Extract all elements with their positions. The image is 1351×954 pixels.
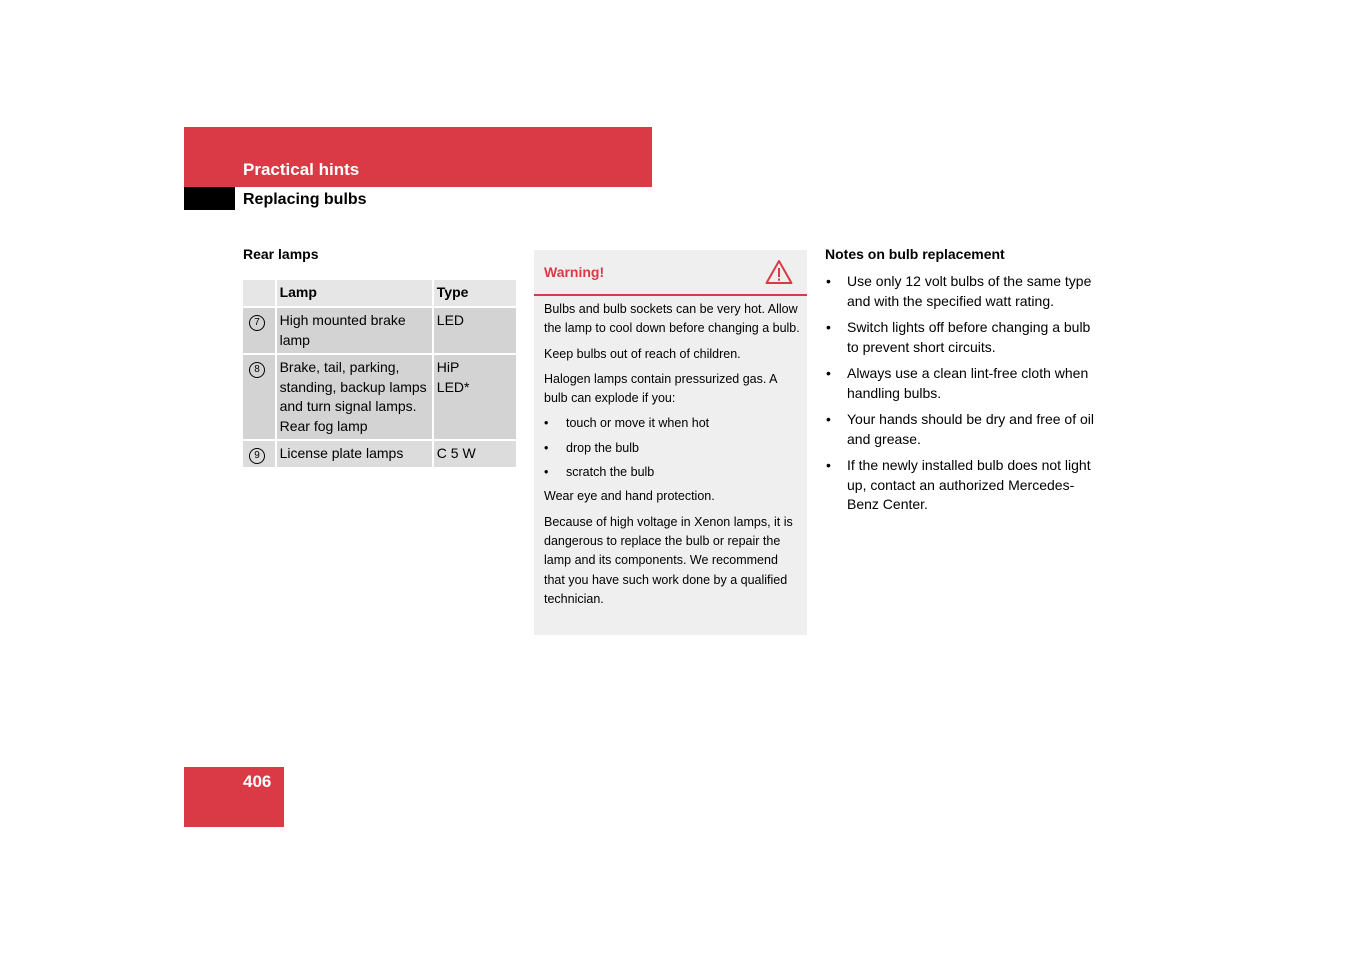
rear-lamps-table bbox=[243, 280, 516, 469]
list-item: • Your hands should be dry and free of oil and grease. bbox=[825, 410, 1100, 449]
lamp-cell: High mounted brake lamp bbox=[276, 307, 433, 354]
row-number-badge: 7 bbox=[249, 315, 265, 331]
list-item: • Switch lights off before changing a bulb to prevent short circuits. bbox=[825, 318, 1100, 357]
warning-paragraph: Keep bulbs out of reach of children. bbox=[544, 346, 741, 361]
warning-bullet: • scratch the bulb bbox=[544, 463, 800, 482]
section-title: Practical hints bbox=[243, 160, 360, 179]
warning-body bbox=[544, 300, 800, 615]
list-item: • If the newly installed bulb does not light up, contact an authorized Mercedes-Benz Center. bbox=[825, 456, 1100, 515]
section-marker bbox=[184, 187, 235, 210]
warning-triangle-icon bbox=[765, 259, 793, 285]
warning-title: Warning! bbox=[544, 264, 605, 280]
lamp-cell: License plate lamps bbox=[276, 440, 433, 468]
warning-paragraph: Bulbs and bulb sockets can be very hot. Allow the lamp to cool down before changing a bulb. bbox=[544, 302, 800, 336]
table-row bbox=[243, 354, 516, 440]
table-header-row bbox=[243, 280, 516, 307]
list-item: • Use only 12 volt bulbs of the same type and with the specified watt rating. bbox=[825, 272, 1100, 311]
type-cell: LED bbox=[433, 307, 516, 354]
type-cell bbox=[433, 354, 516, 440]
table-row bbox=[243, 307, 516, 354]
rear-lamps-heading: Rear lamps bbox=[243, 246, 319, 262]
warning-bullet: • drop the bulb bbox=[544, 439, 800, 458]
table-row bbox=[243, 440, 516, 468]
warning-bullet: • touch or move it when hot bbox=[544, 414, 800, 433]
lamp-cell: Brake, tail, parking, standing, backup lamps and turn signal lamps. Rear fog lamp bbox=[276, 354, 433, 440]
type-line: LED* bbox=[436, 378, 470, 395]
warning-paragraph: Halogen lamps contain pressurized gas. A bulb can explode if you: bbox=[544, 371, 777, 406]
warning-header bbox=[534, 250, 807, 296]
warning-paragraph: Because of high voltage in Xenon lamps, it is dangerous to replace the bulb or repair the lamp and its components. We recommend that you have such work done by a qualified technician. bbox=[544, 514, 793, 606]
table-header-num bbox=[243, 280, 276, 307]
warning-box bbox=[534, 250, 807, 635]
type-line: HiP bbox=[436, 359, 460, 375]
warning-paragraph: Wear eye and hand protection. bbox=[544, 489, 715, 504]
subsection-title: Replacing bulbs bbox=[243, 191, 367, 208]
notes-list bbox=[825, 272, 1100, 522]
table-header-type: Type bbox=[433, 280, 516, 307]
table-header-lamp: Lamp bbox=[276, 280, 433, 307]
notes-heading: Notes on bulb replacement bbox=[825, 246, 1005, 262]
list-item: • Always use a clean lint-free cloth when handling bulbs. bbox=[825, 364, 1100, 403]
page-number: 406 bbox=[243, 772, 272, 791]
row-number-badge: 9 bbox=[249, 448, 265, 464]
row-number-badge: 8 bbox=[249, 362, 265, 378]
type-cell: C 5 W bbox=[433, 440, 516, 468]
